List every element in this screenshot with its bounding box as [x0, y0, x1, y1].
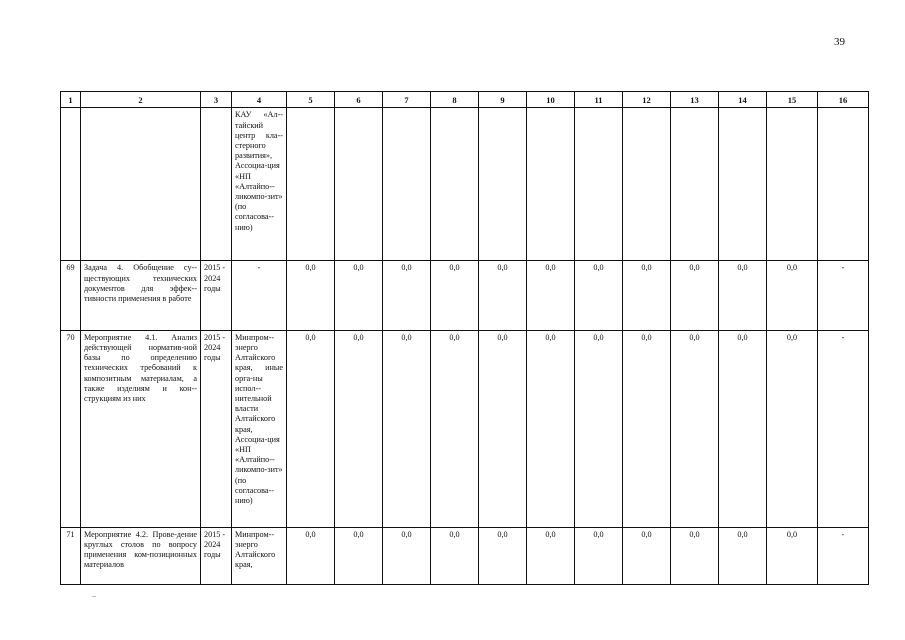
scan-speck	[92, 596, 96, 597]
value-cell	[767, 108, 818, 261]
value-cell: 0,0	[479, 261, 527, 330]
value-cell: 0,0	[671, 330, 719, 527]
executor-cell: Минпром-энерго Алтайского края, иные орга-ны испол-нительной власти Алтайского края, Ассоциа-ция «НП «Алтайпо-ликомпо-зит» (по согласова-нию)	[232, 330, 287, 527]
value-cell: 0,0	[335, 261, 383, 330]
column-header: 8	[431, 92, 479, 108]
row-number: 70	[61, 330, 81, 527]
value-cell: 0,0	[575, 261, 623, 330]
value-cell: 0,0	[671, 261, 719, 330]
value-cell: 0,0	[719, 261, 767, 330]
column-header: 11	[575, 92, 623, 108]
value-cell: 0,0	[623, 261, 671, 330]
executor-cell: Минпром-энерго Алтайского края,	[232, 527, 287, 584]
executor-cell: -	[232, 261, 287, 330]
value-cell: 0,0	[527, 527, 575, 584]
note-cell: -	[818, 261, 869, 330]
table-row	[61, 108, 869, 261]
column-header: 3	[201, 92, 232, 108]
value-cell: 0,0	[767, 527, 818, 584]
column-header: 15	[767, 92, 818, 108]
period-cell	[201, 108, 232, 261]
value-cell: 0,0	[479, 330, 527, 527]
row-number: 69	[61, 261, 81, 330]
column-header: 1	[61, 92, 81, 108]
value-cell: 0,0	[287, 261, 335, 330]
program-table	[60, 91, 869, 585]
value-cell: 0,0	[335, 330, 383, 527]
value-cell: 0,0	[431, 261, 479, 330]
column-header: 9	[479, 92, 527, 108]
value-cell: 0,0	[287, 330, 335, 527]
column-header: 7	[383, 92, 431, 108]
value-cell: 0,0	[287, 527, 335, 584]
value-cell: 0,0	[383, 330, 431, 527]
value-cell: 0,0	[431, 527, 479, 584]
column-header: 14	[719, 92, 767, 108]
column-header: 12	[623, 92, 671, 108]
column-header: 13	[671, 92, 719, 108]
column-header: 5	[287, 92, 335, 108]
value-cell: 0,0	[719, 527, 767, 584]
value-cell	[623, 108, 671, 261]
value-cell	[287, 108, 335, 261]
value-cell	[671, 108, 719, 261]
value-cell: 0,0	[767, 330, 818, 527]
value-cell	[575, 108, 623, 261]
task-cell	[81, 108, 201, 261]
value-cell	[719, 108, 767, 261]
note-cell: -	[818, 330, 869, 527]
value-cell: 0,0	[575, 330, 623, 527]
value-cell	[527, 108, 575, 261]
column-header: 6	[335, 92, 383, 108]
column-header: 10	[527, 92, 575, 108]
column-header: 4	[232, 92, 287, 108]
value-cell	[431, 108, 479, 261]
table-row	[61, 261, 869, 330]
value-cell: 0,0	[527, 330, 575, 527]
value-cell: 0,0	[479, 527, 527, 584]
value-cell	[383, 108, 431, 261]
value-cell	[335, 108, 383, 261]
value-cell: 0,0	[335, 527, 383, 584]
table-header-row	[61, 92, 869, 108]
value-cell: 0,0	[767, 261, 818, 330]
value-cell: 0,0	[719, 330, 767, 527]
value-cell: 0,0	[383, 527, 431, 584]
page-number: 39	[834, 36, 845, 48]
note-cell: -	[818, 527, 869, 584]
column-header: 16	[818, 92, 869, 108]
row-number	[61, 108, 81, 261]
column-header: 2	[81, 92, 201, 108]
row-number: 71	[61, 527, 81, 584]
period-cell: 2015 - 2024 годы	[201, 330, 232, 527]
value-cell: 0,0	[431, 330, 479, 527]
task-cell: Мероприятие 4.1. Анализ действующей норматив-ной базы по определению технических требований к композитным материалам, а также изделиям и кон-струкциям из них	[81, 330, 201, 527]
value-cell: 0,0	[527, 261, 575, 330]
executor-cell: КАУ «Ал-тайский центр кла-стерного развития», Ассоциа-ция «НП «Алтайпо-ликомпо-зит» (по согласова-нию)	[232, 108, 287, 261]
value-cell: 0,0	[575, 527, 623, 584]
value-cell: 0,0	[671, 527, 719, 584]
value-cell: 0,0	[623, 330, 671, 527]
period-cell: 2015 - 2024 годы	[201, 261, 232, 330]
note-cell	[818, 108, 869, 261]
table-row	[61, 330, 869, 527]
value-cell: 0,0	[383, 261, 431, 330]
table-row	[61, 527, 869, 584]
period-cell: 2015 - 2024 годы	[201, 527, 232, 584]
task-cell: Задача 4. Обобщение су-ществующих технических документов для эффек-тивности применения в работе	[81, 261, 201, 330]
value-cell: 0,0	[623, 527, 671, 584]
value-cell	[479, 108, 527, 261]
task-cell: Мероприятие 4.2. Прове-дение круглых столов по вопросу применения ком-позиционных материалов	[81, 527, 201, 584]
